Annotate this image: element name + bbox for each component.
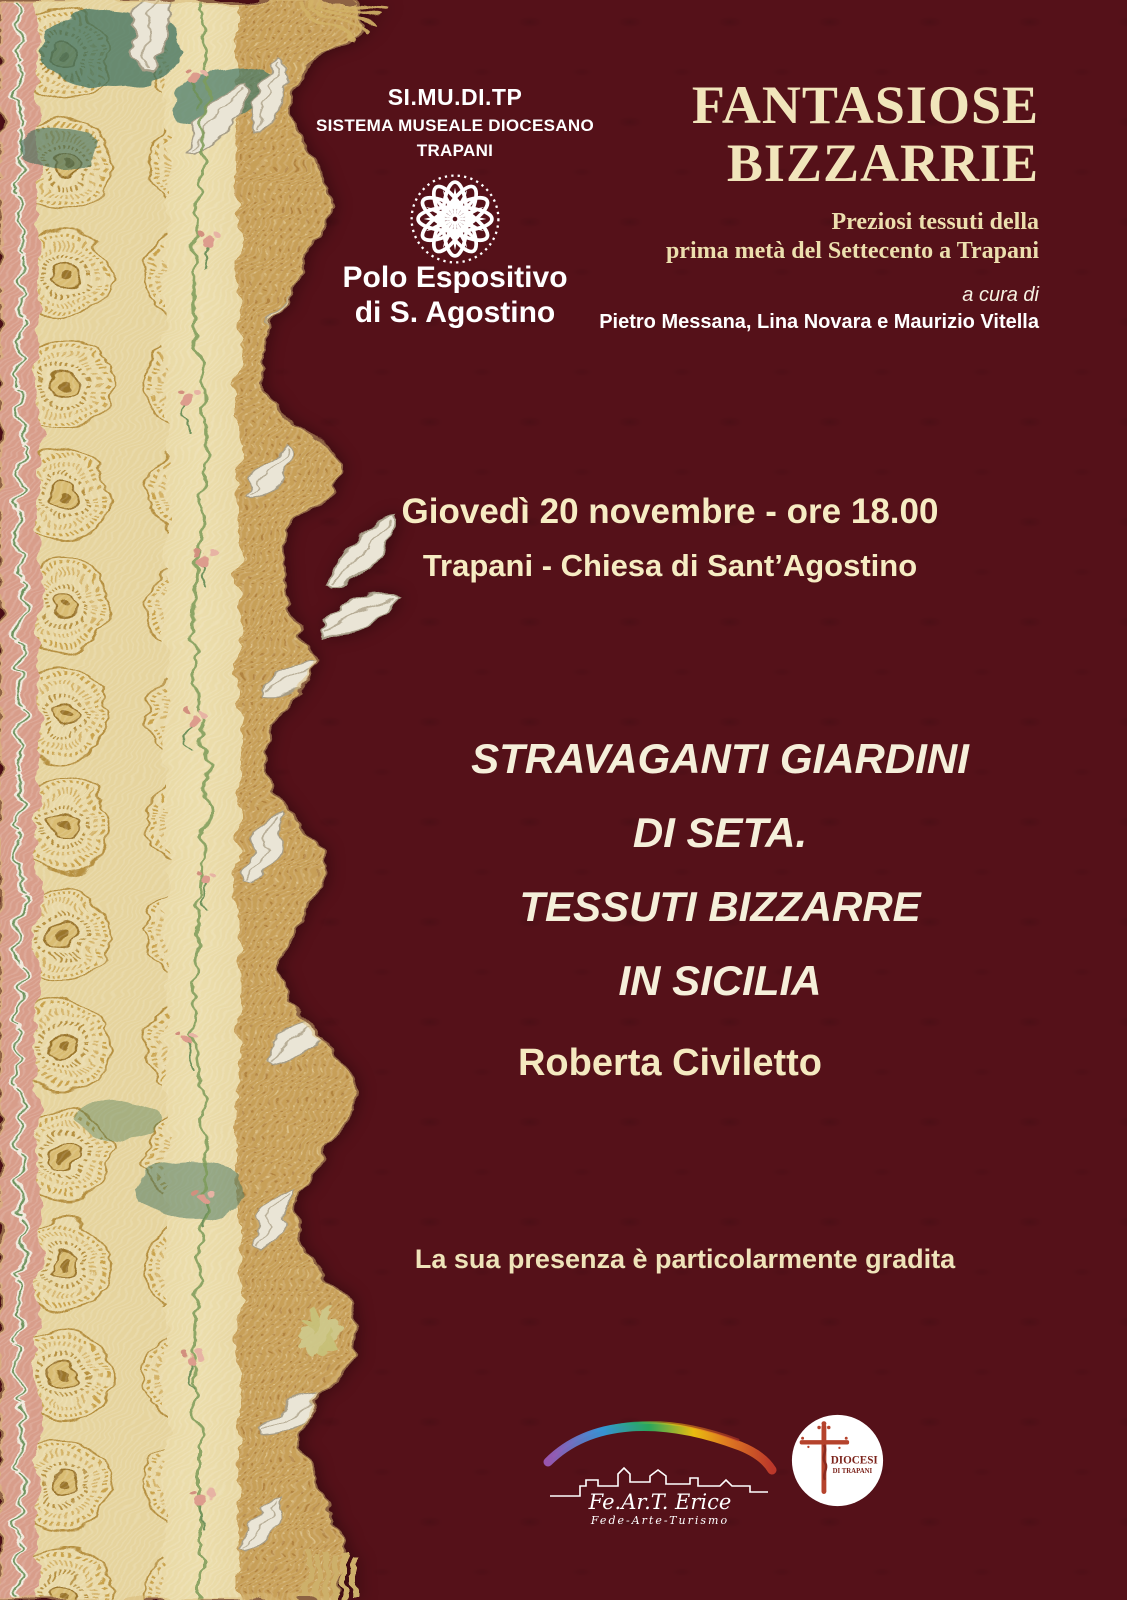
curators-names: Pietro Messana, Lina Novara e Maurizio Vitella xyxy=(599,311,1039,333)
diocesi-line1: DIOCESI xyxy=(830,1454,878,1467)
event-datetime: Giovedì 20 novembre - ore 18.00 xyxy=(401,492,939,531)
lecture-title-line1: STRAVAGANTI GIARDINI xyxy=(471,735,969,782)
exhibition-title xyxy=(519,76,1039,192)
lecture-title-line2: DI SETA. xyxy=(632,809,808,856)
exhibition-subtitle xyxy=(519,208,1039,266)
venue-line2: di S. Agostino xyxy=(354,296,556,330)
exhibition-subtitle-line2: prima metà del Settecento a Trapani xyxy=(665,238,1039,264)
feart-name: Fe.Ar.T. Erice xyxy=(588,1490,732,1514)
feart-erice-logo xyxy=(540,1396,780,1533)
organizer-name-line2: TRAPANI xyxy=(416,141,494,160)
event-location: Trapani - Chiesa di Sant’Agostino xyxy=(422,548,918,583)
exhibition-block xyxy=(519,76,1039,334)
organizer-name-line1: SISTEMA MUSEALE DIOCESANO xyxy=(316,116,594,135)
exhibition-subtitle-line1: Preziosi tessuti della xyxy=(831,209,1039,235)
speaker-name: Roberta Civiletto xyxy=(517,1042,823,1084)
lecture-title-line4: IN SICILIA xyxy=(618,957,822,1004)
diocesi-trapani-logo xyxy=(789,1412,886,1514)
courtesy-note: La sua presenza è particolarmente gradita xyxy=(414,1244,956,1274)
diocesi-line2: DI TRAPANI xyxy=(832,1468,873,1476)
event-block xyxy=(350,492,990,584)
curated-by-label: a cura di xyxy=(962,284,1039,306)
venue-line1: Polo Espositivo xyxy=(342,261,568,294)
lecture-title-line3: TESSUTI BIZZARRE xyxy=(519,883,921,930)
organizer-acronym: SI.MU.DI.TP xyxy=(387,84,523,110)
exhibition-title-line1: FANTASIOSE xyxy=(691,75,1039,135)
feart-tagline: Fede-Arte-Turismo xyxy=(590,1514,730,1527)
rainbow-arc-icon xyxy=(548,1423,772,1470)
lecture-title xyxy=(390,722,1050,1018)
exhibition-title-line2: BIZZARRIE xyxy=(726,133,1039,193)
